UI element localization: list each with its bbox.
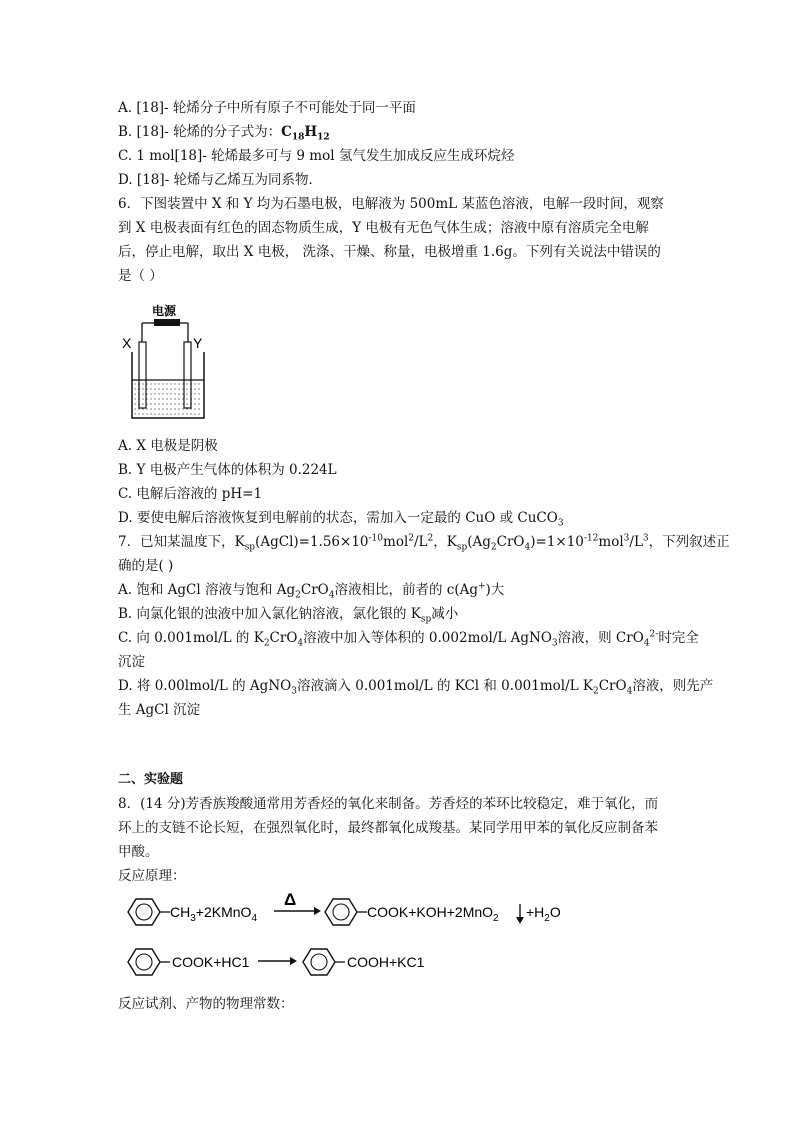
svg-text:CH3+2KMnO4: $CH_3+2KMnO_4$ bbox=[170, 904, 257, 924]
precipitate-arrow-icon bbox=[516, 904, 524, 924]
benzene-ring-icon bbox=[128, 899, 160, 925]
q6-option-d: D. 要使电解后溶液恢复到电解前的状态，需加入一定最的 CuO 或 CuCO$_3$ bbox=[118, 510, 564, 529]
svg-text:COOK+HC1: COOK+HC1 bbox=[172, 954, 250, 970]
q7-option-c-line2: 沉淀 bbox=[118, 654, 145, 670]
physical-constants-label: 反应试剂、产物的物理常数： bbox=[118, 996, 294, 1012]
benzene-ring-icon bbox=[325, 899, 357, 925]
q8-stem-line1: 8．(14 分)芳香族羧酸通常用芳香烃的氧化来制备。芳香烃的苯环比较稳定，难于氧化，而 bbox=[118, 796, 659, 812]
power-source-icon bbox=[154, 319, 180, 326]
electrode-y bbox=[184, 342, 191, 408]
q5-option-b: B. [18]- 轮烯的分子式为：$C_{18}H_{12}$ bbox=[118, 124, 330, 143]
heat-condition-label: Δ bbox=[284, 892, 297, 909]
q7-option-d: D. 将 0.00lmol/L 的 AgNO$_3$溶液滴入 0.001mol/L 的 KCl 和 0.001mol/L $K_2CrO_4$溶液，则先产 bbox=[118, 678, 714, 697]
section-title: 二、实验题 bbox=[118, 772, 184, 787]
q6-option-c: C. 电解后溶液的 pH=1 bbox=[118, 486, 263, 502]
svg-text:COOH+KC1: COOH+KC1 bbox=[347, 954, 425, 970]
q6-option-a: A. X 电极是阴极 bbox=[118, 438, 218, 454]
q7-option-d-line2: 生 AgCl 沉淀 bbox=[118, 702, 201, 718]
reaction-equation-2 bbox=[118, 942, 448, 982]
svg-text:+H2O: $+H_2O$ bbox=[526, 904, 561, 924]
q6-stem-line4: 是（ ） bbox=[118, 268, 163, 284]
q6-stem-line1: 6．下图装置中 X 和 Y 均为石墨电极，电解液为 500mL 某蓝色溶液，电解一段时间，观察 bbox=[118, 196, 664, 212]
reaction-equation-1 bbox=[118, 892, 588, 932]
electrode-y-label: Y bbox=[193, 335, 203, 351]
electrolysis-diagram bbox=[118, 298, 218, 423]
q7-option-a: A. 饱和 AgCl 溶液与饱和 $Ag_2CrO_4$溶液相比，前者的 c(Ag+)大 bbox=[118, 581, 505, 601]
reaction-principle-label: 反应原理： bbox=[118, 868, 186, 884]
q7-stem-line2: 确的是( ) bbox=[118, 558, 174, 574]
q8-stem-line2: 环上的支链不论长短，在强烈氧化时，最终都氧化成羧基。某同学用甲苯的氧化反应制备苯 bbox=[118, 820, 658, 836]
q6-stem-line3: 后，停止电解，取出 X 电极， 洗涤、干燥、称量，电极增重 1.6g。下列有关说法中错误的 bbox=[118, 244, 661, 260]
q5-option-a: A. [18]- 轮烯分子中所有原子不可能处于同一平面 bbox=[118, 100, 416, 116]
benzene-ring-icon bbox=[128, 949, 160, 975]
q7-stem-line1: 7．已知某温度下，$K_{sp}(AgCl)=1.56\times 10^{-10}mol^2/L^2$，$K_{sp}(Ag_2CrO_4)=1\times 10^{-12}mol^3/L^3$，下列叙述正 bbox=[118, 533, 730, 553]
q6-option-b: B. Y 电极产生气体的体积为 0.224L bbox=[118, 462, 337, 478]
q7-option-c: C. 向 0.001mol/L 的 $K_2CrO_4$溶液中加入等体积的 0.002mol/L AgNO$_3$溶液，则 CrO$_4^{2-}$时完全 bbox=[118, 629, 699, 649]
electrode-x bbox=[139, 342, 146, 408]
svg-text:COOK+KOH+2MnO2: COOK+KOH+2MnO$_2$ bbox=[367, 904, 499, 924]
q6-stem-line2: 到 X 电极表面有红色的固态物质生成，Y 电极有无色气体生成；溶液中原有溶质完全电解 bbox=[118, 220, 649, 236]
power-source-label: 电源 bbox=[152, 304, 177, 318]
q5-option-c: C. 1 mol[18]- 轮烯最多可与 9 mol 氢气发生加成反应生成环烷烃 bbox=[118, 148, 515, 164]
benzene-ring-icon bbox=[303, 949, 335, 975]
q5-option-d: D. [18]- 轮烯与乙烯互为同系物． bbox=[118, 172, 322, 188]
q8-stem-line3: 甲酸。 bbox=[118, 844, 159, 860]
electrode-x-label: X bbox=[122, 335, 132, 351]
q7-option-b: B. 向氯化银的浊液中加入氯化钠溶液，氯化银的 $K_{sp}$减小 bbox=[118, 606, 459, 625]
